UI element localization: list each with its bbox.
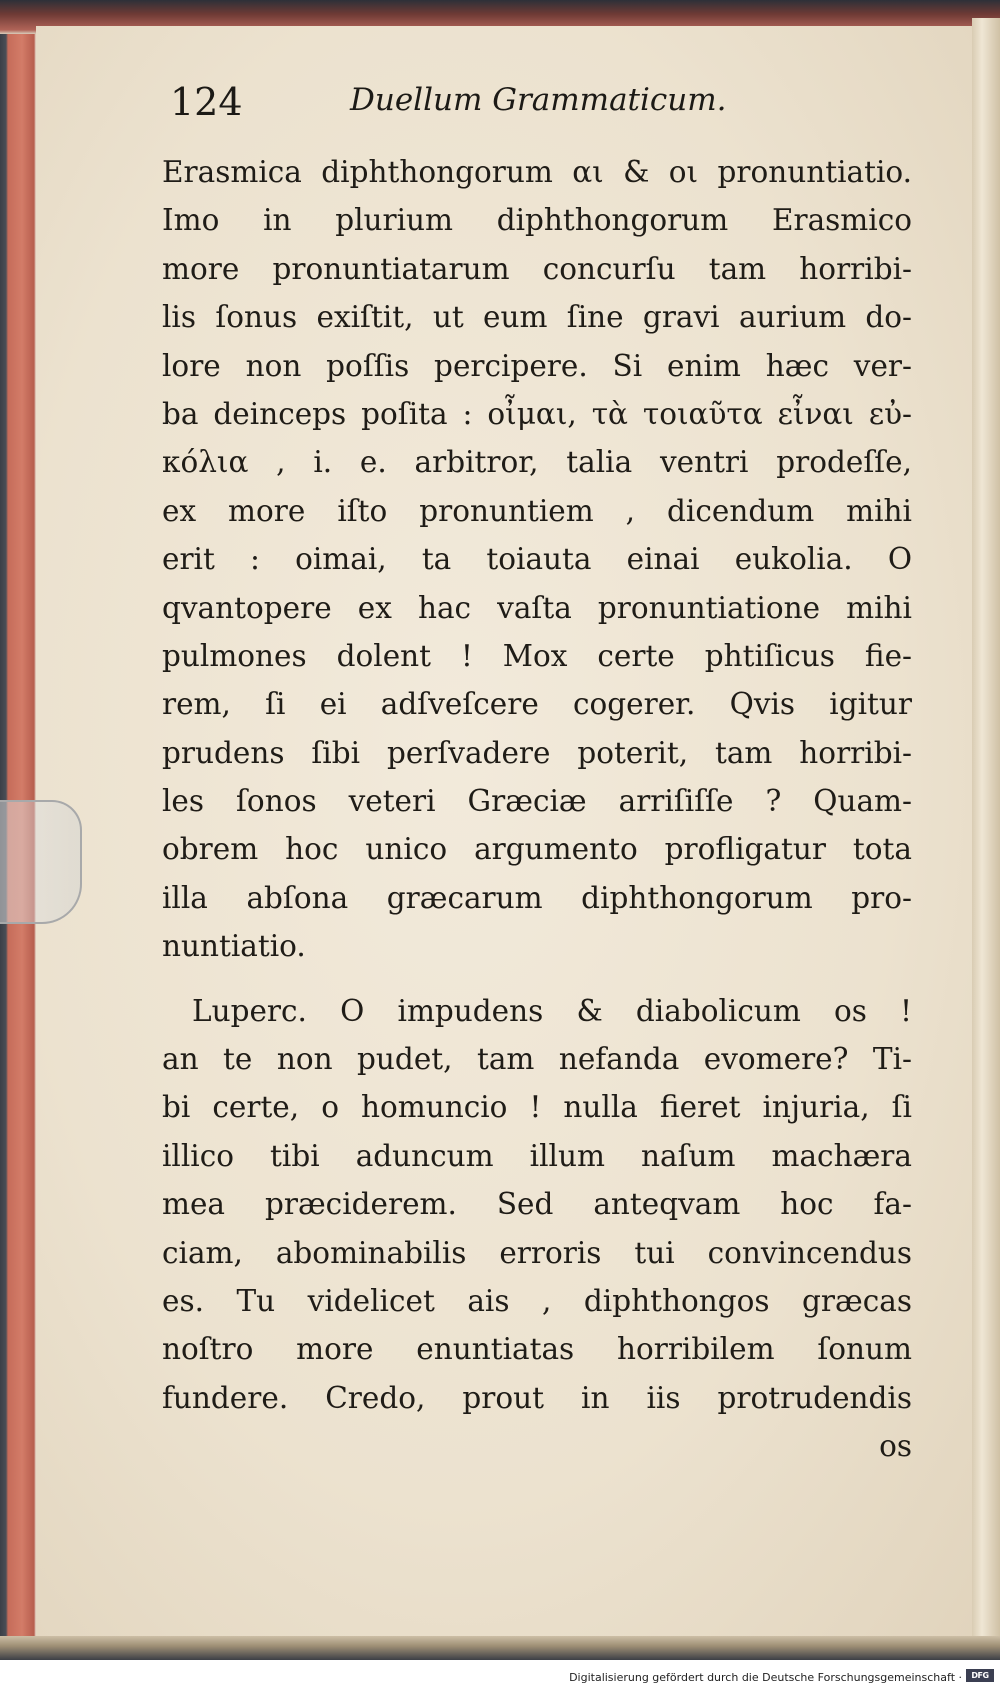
book-bottom-edge — [0, 1636, 1000, 1660]
text-line: pulmones dolent ! Mox certe phtiſicus fie- — [162, 638, 912, 673]
page-header — [170, 80, 890, 130]
next-page-edge — [972, 18, 1000, 1648]
text-line: illico tibi aduncum illum naſum machæra — [162, 1138, 912, 1173]
text-line: fundere. Credo, prout in iis protrudendis — [162, 1380, 912, 1415]
text-line: ciam, abominabilis erroris tui convincendus — [162, 1235, 912, 1270]
text-line: ex more iſto pronuntiem , dicendum mihi — [162, 493, 912, 528]
text-line: lore non poſſis percipere. Si enim hæc ver- — [162, 348, 912, 383]
text-line: prudens ſibi perſvadere poterit, tam horribi- — [162, 735, 912, 770]
text-line: noſtro more enuntiatas horribilem ſonum — [162, 1332, 912, 1367]
footer-bar — [0, 1660, 1000, 1691]
running-title: Duellum Grammaticum. — [350, 82, 727, 118]
text-line: rem, ſi ei adſveſcere cogerer. Qvis igitur — [162, 687, 912, 722]
text-line: nuntiatio. — [162, 929, 306, 964]
funding-credit: Digitalisierung gefördert durch die Deutsche Forschungsgemeinschaft · — [569, 1671, 962, 1684]
text-line: κόλια , i. e. arbitror, talia ventri prodeſſe, — [162, 445, 912, 480]
text-line: Erasmica diphthongorum αι & οι pronuntiatio. — [162, 155, 912, 189]
page-text — [162, 148, 912, 1471]
text-line: Imo in plurium diphthongorum Erasmico — [162, 203, 912, 238]
dfg-logo: DFG — [966, 1669, 994, 1682]
text-line: ba deinceps poſita : οἶμαι, τὰ τοιαῦτα εἶναι εὐ- — [162, 396, 912, 431]
catchword: os — [879, 1429, 912, 1464]
text-line: mea præciderem. Sed anteqvam hoc fa- — [162, 1187, 912, 1222]
text-line: es. Tu videlicet ais , diphthongos græcas — [162, 1283, 912, 1318]
text-line: lis ſonus exiſtit, ut eum ſine gravi aurium do- — [162, 300, 912, 335]
text-line: qvantopere ex hac vaſta pronuntiatione mihi — [162, 590, 912, 625]
text-line: illa abſona græcarum diphthongorum pro- — [162, 880, 912, 915]
text-line: bi certe, o homuncio ! nulla fieret injuria, ſi — [162, 1090, 912, 1125]
text-line: les ſonos veteri Græciæ arriſiſſe ? Quam- — [162, 784, 912, 819]
text-line: erit : oimai, ta toiauta einai eukolia. O — [162, 542, 912, 577]
text-line: obrem hoc unico argumento profligatur tota — [162, 832, 912, 867]
text-line: Luperc. O impudens & diabolicum os ! — [192, 993, 912, 1028]
page-number: 124 — [170, 80, 243, 124]
page-clip — [0, 800, 82, 924]
text-line: more pronuntiatarum concurſu tam horribi- — [162, 251, 912, 286]
text-line: an te non pudet, tam nefanda evomere? Ti- — [162, 1042, 912, 1077]
